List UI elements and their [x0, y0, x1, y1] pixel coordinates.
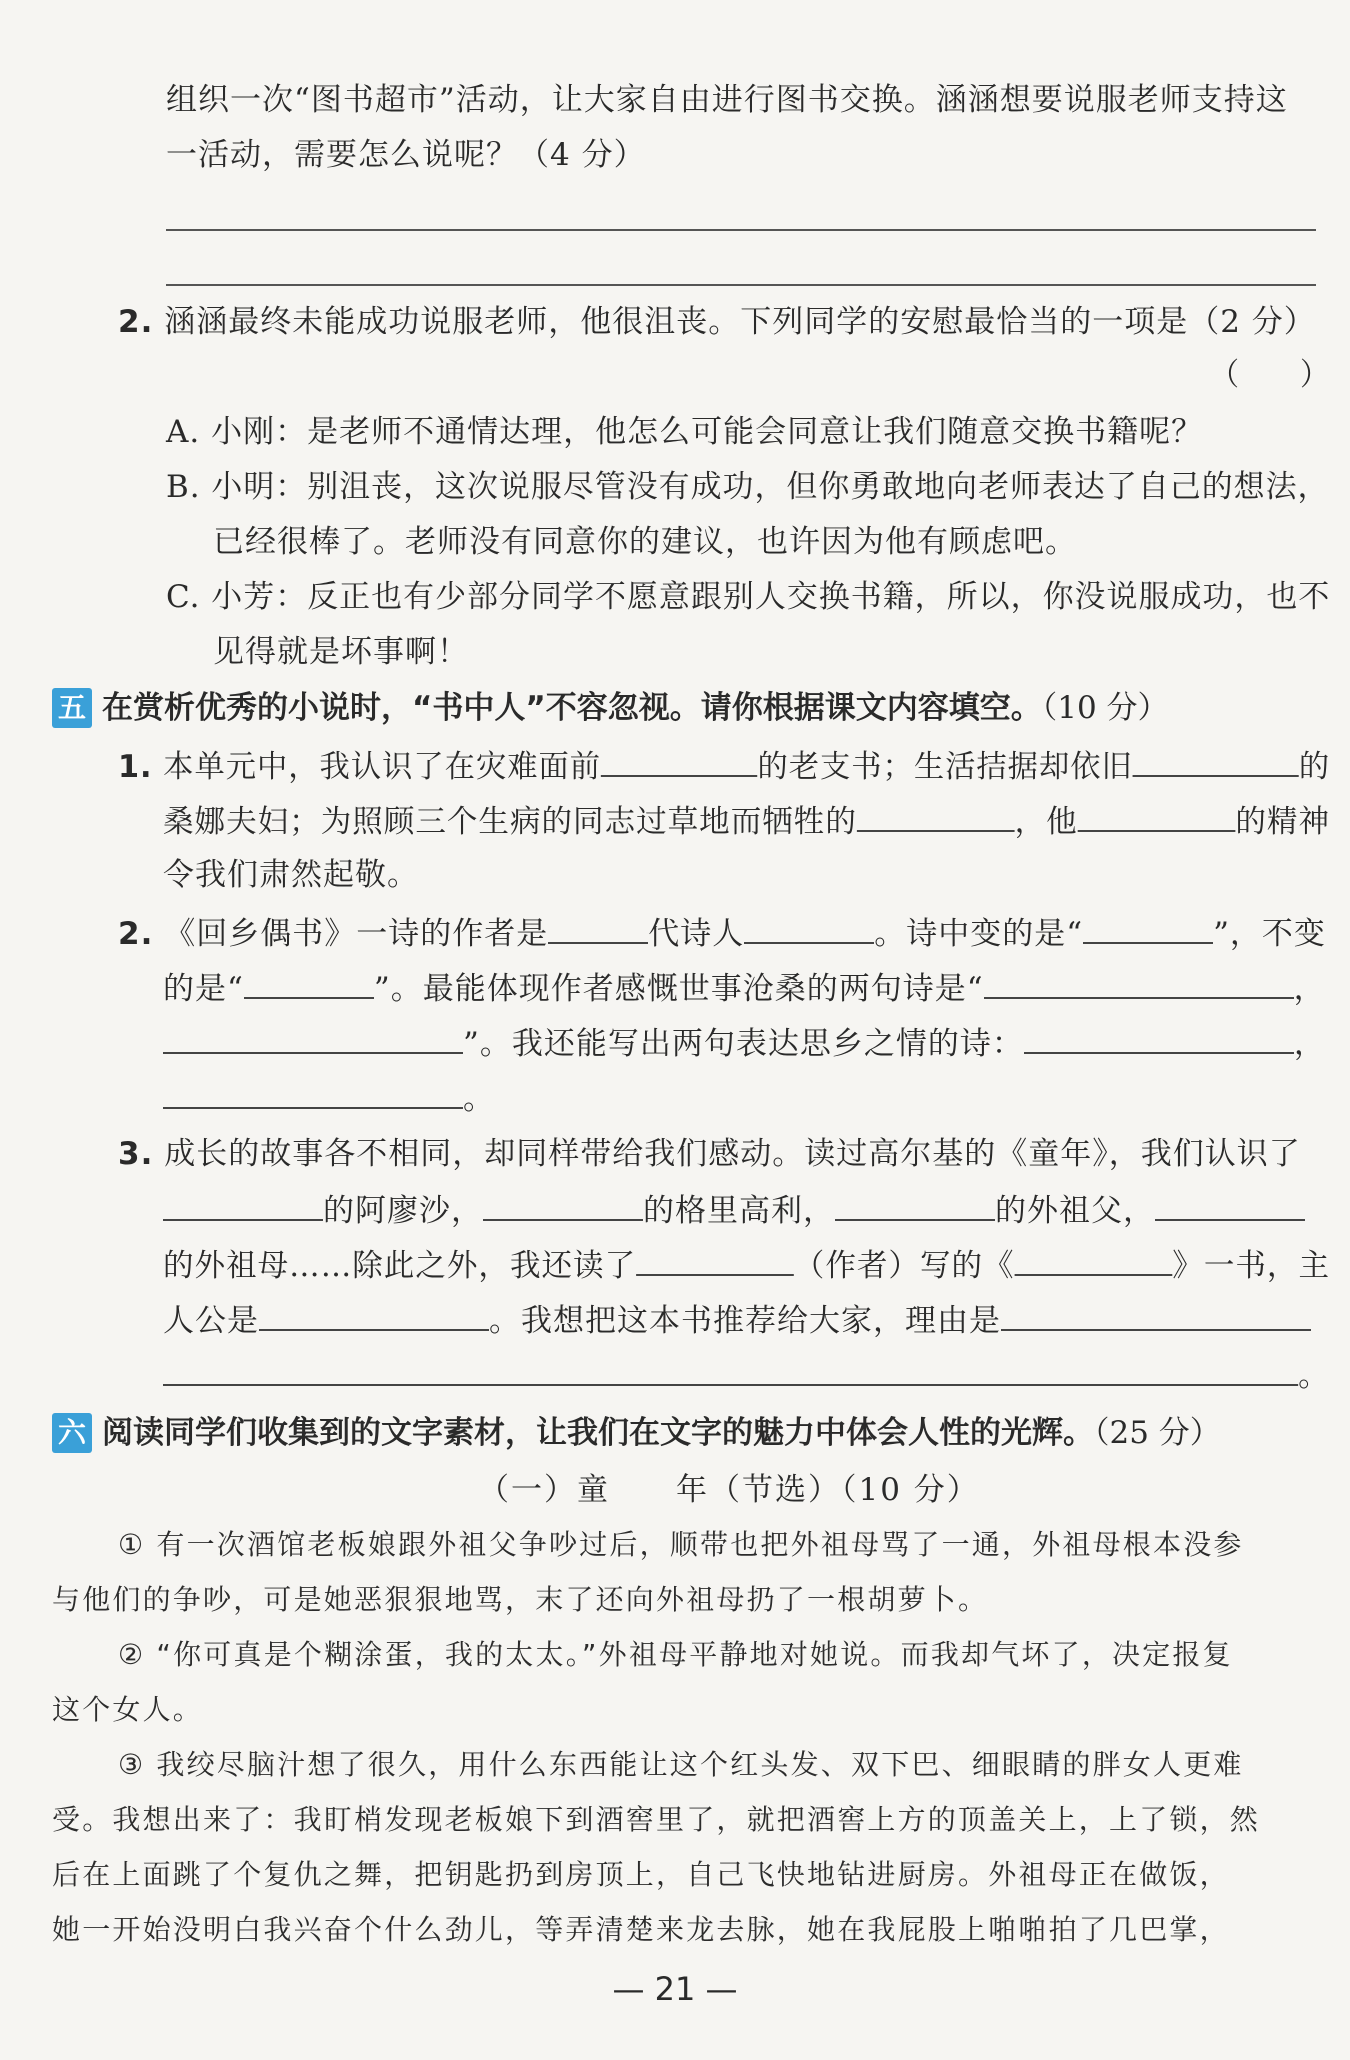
reading-p2-line-1: ② “你可真是个糊涂蛋，我的太太。”外祖母平静地对她说。而我却气坏了，决定报复: [118, 1638, 1233, 1671]
blank-input[interactable]: [984, 967, 1294, 999]
s5-q3-text-c: 的格里高利，: [643, 1193, 835, 1229]
q2-option-c-line-2: 见得就是坏事啊！: [213, 634, 469, 670]
blank-input[interactable]: [1078, 800, 1236, 832]
s5-q1-text-e: ，他: [1014, 804, 1078, 840]
s5-q1-text-f: 的精神: [1235, 804, 1330, 840]
q2-number: 2.: [118, 304, 154, 340]
section-5-badge: 五: [52, 688, 92, 728]
blank-input[interactable]: [163, 1022, 463, 1054]
s5-q3-line-1: [118, 1134, 1301, 1174]
s5-q2-text-b: 代诗人: [648, 916, 745, 952]
s5-q3-line-4: [163, 1299, 1311, 1341]
blank-input[interactable]: [244, 967, 374, 999]
answer-line-1[interactable]: [166, 229, 1316, 231]
s5-q1-line-1: [118, 745, 1330, 787]
section-6-score: （25 分）: [1094, 1415, 1221, 1451]
s5-q3-text-b: 的阿廖沙，: [323, 1193, 483, 1229]
reading-p1-line-2: 与他们的争吵，可是她恶狠狠地骂，末了还向外祖母扔了一根胡萝卜。: [52, 1583, 989, 1616]
blank-input[interactable]: [1133, 745, 1299, 777]
reading-p3-line-2: 受。我想出来了：我盯梢发现老板娘下到酒窖里了，就把酒窖上方的顶盖关上，上了锁，然: [52, 1803, 1261, 1836]
blank-input[interactable]: [744, 912, 874, 944]
s5-q2-text-c: 。诗中变的是“: [874, 916, 1084, 952]
reading-p3-line-3: 后在上面跳了个复仇之舞，把钥匙扔到房顶上，自己飞快地钻进厨房。外祖母正在做饭，: [52, 1858, 1230, 1891]
section-5-score: （10 分）: [1041, 690, 1169, 726]
s5-q3-text-e: 的外祖母……除此之外，我还读了: [163, 1248, 637, 1284]
s5-q3-text-i: 。我想把这本书推荐给大家，理由是: [489, 1303, 1001, 1339]
s5-q3-text-h: 人公是: [163, 1303, 259, 1339]
section-6-title-text: 阅读同学们收集到的文字素材，让我们在文字的魅力中体会人性的光辉。: [102, 1415, 1094, 1451]
blank-input[interactable]: [835, 1189, 995, 1221]
s5-q3-text-f: （作者）写的《: [793, 1248, 1015, 1284]
s5-q2-text-d: ”，不变: [1213, 916, 1326, 952]
blank-input[interactable]: [1015, 1244, 1173, 1276]
s5-q2-line-2: [163, 967, 1326, 1009]
q2-option-c-line-1: C. 小芳：反正也有少部分同学不愿意跟别人交换书籍，所以，你没说服成功，也不: [166, 579, 1331, 615]
s5-q1-number: 1.: [118, 749, 153, 785]
blank-input[interactable]: [857, 800, 1015, 832]
s5-q3-text-g: 》一书，主: [1172, 1248, 1330, 1284]
s5-q1-line-3: 令我们肃然起敬。: [163, 857, 419, 893]
s5-q2-number: 2.: [118, 916, 154, 952]
s5-q2-text-e: 的是“: [163, 971, 244, 1007]
q2-option-b-line-1: B. 小明：别沮丧，这次说服尽管没有成功，但你勇敢地向老师表达了自己的想法，: [166, 469, 1330, 505]
q2-option-a: A. 小刚：是老师不通情达理，他怎么可能会同意让我们随意交换书籍呢？: [166, 414, 1204, 450]
blank-input[interactable]: [163, 1189, 323, 1221]
blank-input[interactable]: [163, 1354, 1298, 1386]
s5-q1-text-b: 的老支书；生活拮据却依旧: [757, 749, 1133, 785]
page-number: — 21 —: [612, 1970, 738, 2008]
s5-q2-text-g: ，: [1293, 971, 1326, 1007]
s5-q3-text-d: 的外祖父，: [995, 1193, 1155, 1229]
s5-q3-number: 3.: [118, 1136, 154, 1172]
s5-q2-text-j: 。: [463, 1081, 495, 1117]
s5-q3-line-3: [163, 1244, 1330, 1286]
section-6-title: [52, 1413, 1221, 1453]
section-5-title-text: 在赏析优秀的小说时，“书中人”不容忽视。请你根据课文内容填空。: [102, 690, 1042, 726]
s5-q2-text-f: ”。最能体现作者感慨世事沧桑的两句诗是“: [373, 971, 984, 1007]
reading-subtitle: （一）童 年（节选）（10 分）: [478, 1472, 980, 1508]
s5-q1-text-c: 的: [1298, 749, 1331, 785]
section-6-badge: 六: [52, 1413, 92, 1453]
s5-q2-line-3: [163, 1022, 1326, 1064]
blank-input[interactable]: [636, 1244, 794, 1276]
s5-q1-text-a: 本单元中，我认识了在灾难面前: [163, 749, 602, 785]
s5-q2-text-i: ，: [1293, 1026, 1326, 1062]
reading-p2-line-2: 这个女人。: [52, 1693, 204, 1726]
s5-q1-line-2: [163, 800, 1330, 842]
s5-q3-line-2: [163, 1189, 1305, 1231]
blank-input[interactable]: [483, 1189, 643, 1221]
q2-stem: [118, 302, 1316, 342]
q2-option-b-line-2: 已经很棒了。老师没有同意你的建议，也许因为他有顾虑吧。: [213, 524, 1077, 560]
blank-input[interactable]: [1083, 912, 1213, 944]
reading-p1-line-1: ① 有一次酒馆老板娘跟外祖父争吵过后，顺带也把外祖母骂了一通，外祖母根本没参: [118, 1528, 1244, 1561]
q2-stem-text: 涵涵最终未能成功说服老师，他很沮丧。下列同学的安慰最恰当的一项是（2 分）: [164, 304, 1316, 340]
blank-input[interactable]: [1155, 1189, 1305, 1221]
intro-line-2: 一活动，需要怎么说呢？（4 分）: [166, 137, 646, 173]
q2-answer-paren[interactable]: （ ）: [1210, 357, 1330, 393]
reading-p3-line-1: ③ 我绞尽脑汁想了很久，用什么东西能让这个红头发、双下巴、细眼睛的胖女人更难: [118, 1748, 1244, 1781]
s5-q2-line-1: [118, 912, 1326, 954]
intro-line-1: 组织一次“图书超市”活动，让大家自由进行图书交换。涵涵想要说服老师支持这: [166, 82, 1288, 118]
section-5-title: [52, 688, 1169, 728]
blank-input[interactable]: [601, 745, 757, 777]
s5-q3-text-a: 成长的故事各不相同，却同样带给我们感动。读过高尔基的《童年》，我们认识了: [164, 1136, 1301, 1172]
answer-line-2[interactable]: [166, 284, 1316, 286]
s5-q2-text-a: 《回乡偶书》一诗的作者是: [164, 916, 549, 952]
blank-input[interactable]: [163, 1077, 463, 1109]
blank-input[interactable]: [1001, 1299, 1311, 1331]
s5-q2-text-h: ”。我还能写出两句表达思乡之情的诗：: [463, 1026, 1024, 1062]
reading-p3-line-4: 她一开始没明白我兴奋个什么劲儿，等弄清楚来龙去脉，她在我屁股上啪啪拍了几巴掌，: [52, 1913, 1230, 1946]
s5-q3-text-j: 。: [1298, 1358, 1330, 1394]
blank-input[interactable]: [259, 1299, 489, 1331]
blank-input[interactable]: [548, 912, 648, 944]
blank-input[interactable]: [1024, 1022, 1294, 1054]
s5-q2-line-4: [163, 1077, 495, 1119]
s5-q3-line-5: [163, 1354, 1330, 1396]
s5-q1-text-d: 桑娜夫妇；为照顾三个生病的同志过草地而牺牲的: [163, 804, 857, 840]
